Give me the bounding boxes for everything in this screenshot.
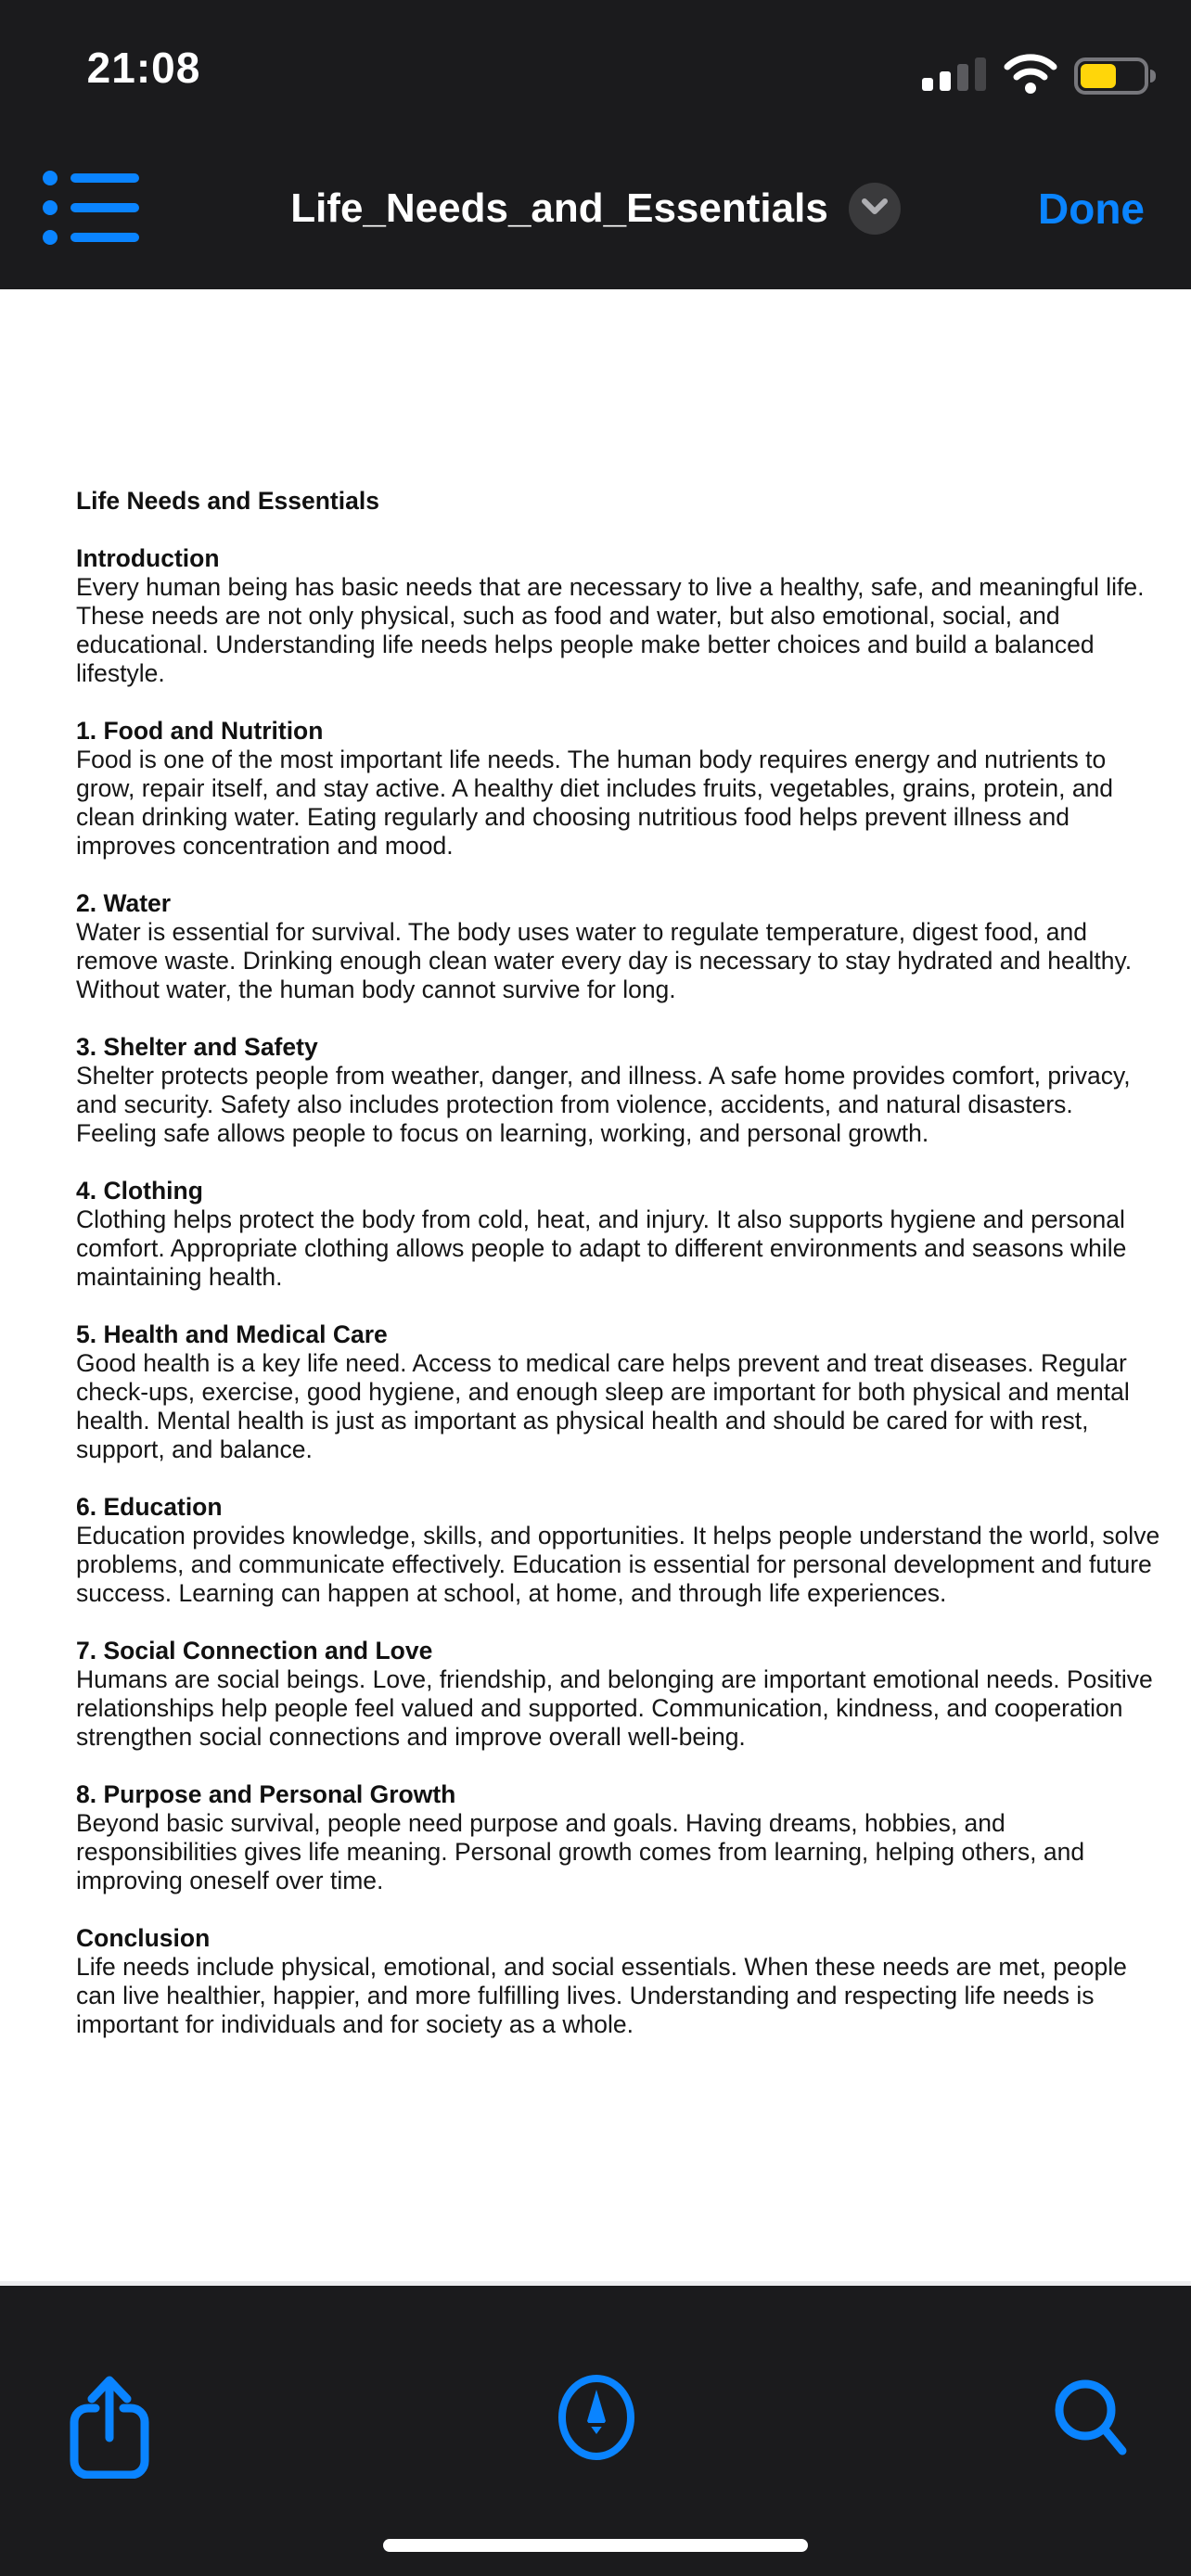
document-section xyxy=(76,717,1191,861)
document-line: responsibilities gives life meaning. Personal growth comes from learning, helping others, and xyxy=(76,1838,1085,1866)
document-section xyxy=(76,1637,1191,1752)
markup-icon xyxy=(557,2448,636,2464)
document-line: Beyond basic survival, people need purpose and goals. Having dreams, hobbies, and xyxy=(76,1809,1005,1837)
section-heading: Conclusion xyxy=(76,1924,211,1952)
search-button[interactable] xyxy=(1052,2377,1130,2463)
done-button[interactable]: Done xyxy=(1038,185,1145,233)
document-heading: Life Needs and Essentials xyxy=(76,487,379,515)
document-section xyxy=(76,1033,1191,1148)
section-heading: 3. Shelter and Safety xyxy=(76,1033,318,1061)
document-section xyxy=(76,544,1191,688)
document-section xyxy=(76,889,1191,1004)
document-line: Every human being has basic needs that are necessary to live a healthy, safe, and meaningful life. xyxy=(76,573,1145,601)
chevron-down-icon xyxy=(861,198,889,221)
document-section xyxy=(76,1320,1191,1464)
document-scroll-view[interactable] xyxy=(0,289,1191,2286)
section-heading: 2. Water xyxy=(76,889,172,917)
document-line: improving oneself over time. xyxy=(76,1867,384,1894)
document-line: Clothing helps protect the body from cold, heat, and injury. It also supports hygiene and personal xyxy=(76,1205,1125,1233)
document-line: strengthen social connections and improve overall well-being. xyxy=(76,1723,746,1751)
document-line: problems, and communicate effectively. Education is essential for personal development and future xyxy=(76,1550,1152,1578)
document-line: These needs are not only physical, such as food and water, but also emotional, social, and xyxy=(76,602,1060,630)
document-line: comfort. Appropriate clothing allows people to adapt to different environments and seasons while xyxy=(76,1234,1127,1262)
bottom-toolbar xyxy=(0,2286,1191,2576)
document-line: educational. Understanding life needs helps people make better choices and build a balanced xyxy=(76,631,1095,658)
section-heading: 7. Social Connection and Love xyxy=(76,1637,433,1664)
section-heading: 8. Purpose and Personal Growth xyxy=(76,1780,456,1808)
battery-icon xyxy=(1074,57,1156,95)
nav-bar xyxy=(0,148,1191,269)
document-line: remove waste. Drinking enough clean water every day is necessary to stay hydrated and healthy. xyxy=(76,947,1133,975)
document-line: can live healthier, happier, and more fulfilling lives. Understanding and respecting life needs is xyxy=(76,1982,1095,2009)
document-title-nav: Life_Needs_and_Essentials xyxy=(290,185,828,231)
document-section xyxy=(76,1924,1191,2039)
nav-title-group xyxy=(0,148,1191,269)
document-line: check-ups, exercise, good hygiene, and enough sleep are important for both physical and mental xyxy=(76,1378,1130,1406)
document-section xyxy=(76,1493,1191,1608)
document-line: improves concentration and mood. xyxy=(76,832,454,860)
battery-fill xyxy=(1081,64,1116,88)
document-line: success. Learning can happen at school, at home, and through life experiences. xyxy=(76,1579,947,1607)
document-line: grow, repair itself, and stay active. A healthy diet includes fruits, vegetables, grains, protein, and xyxy=(76,774,1114,802)
home-indicator[interactable] xyxy=(383,2539,808,2552)
document-line: important for individuals and for society as a whole. xyxy=(76,2010,634,2038)
section-heading: Introduction xyxy=(76,544,220,572)
document-line: Humans are social beings. Love, friendship, and belonging are important emotional needs. Positive xyxy=(76,1665,1153,1693)
document-line: Without water, the human body cannot survive for long. xyxy=(76,976,676,1003)
top-header xyxy=(0,0,1191,289)
document-line: clean drinking water. Eating regularly and choosing nutritious food helps prevent illness and xyxy=(76,803,1069,831)
document-line: support, and balance. xyxy=(76,1435,313,1463)
document-line: relationships help people feel valued and supported. Communication, kindness, and cooperation xyxy=(76,1694,1123,1722)
section-heading: 5. Health and Medical Care xyxy=(76,1320,388,1348)
section-heading: 4. Clothing xyxy=(76,1177,203,1205)
document-line: Water is essential for survival. The body uses water to regulate temperature, digest food, and xyxy=(76,918,1088,946)
document-line: maintaining health. xyxy=(76,1263,283,1291)
document-line: lifestyle. xyxy=(76,659,165,687)
search-icon xyxy=(1052,2446,1130,2462)
document-line: and security. Safety also includes protection from violence, accidents, and natural disasters. xyxy=(76,1090,1073,1118)
document-line: health. Mental health is just as important as physical health and should be cared for with rest, xyxy=(76,1407,1089,1435)
status-time: 21:08 xyxy=(86,44,201,92)
document-line: Life needs include physical, emotional, and social essentials. When these needs are met, people xyxy=(76,1953,1127,1981)
share-icon xyxy=(67,2467,152,2482)
section-heading: 6. Education xyxy=(76,1493,223,1521)
document-line: Feeling safe allows people to focus on learning, working, and personal growth. xyxy=(76,1119,929,1147)
status-icons xyxy=(922,52,1156,99)
share-button[interactable] xyxy=(67,2371,152,2483)
cellular-signal-icon xyxy=(922,56,987,96)
document-section xyxy=(76,1780,1191,1895)
wifi-icon xyxy=(1002,52,1059,99)
document-line: Good health is a key life need. Access to medical care helps prevent and treat diseases. Regular xyxy=(76,1349,1127,1377)
document-section xyxy=(76,1177,1191,1292)
title-menu-button[interactable] xyxy=(849,183,901,235)
markup-button[interactable] xyxy=(557,2375,636,2465)
section-heading: 1. Food and Nutrition xyxy=(76,717,324,745)
document-body xyxy=(76,544,1191,2039)
document-line: Education provides knowledge, skills, and opportunities. It helps people understand the world, solve xyxy=(76,1522,1160,1549)
document-line: Food is one of the most important life needs. The human body requires energy and nutrients to xyxy=(76,746,1107,773)
document-line: Shelter protects people from weather, danger, and illness. A safe home provides comfort, privacy, xyxy=(76,1062,1131,1090)
